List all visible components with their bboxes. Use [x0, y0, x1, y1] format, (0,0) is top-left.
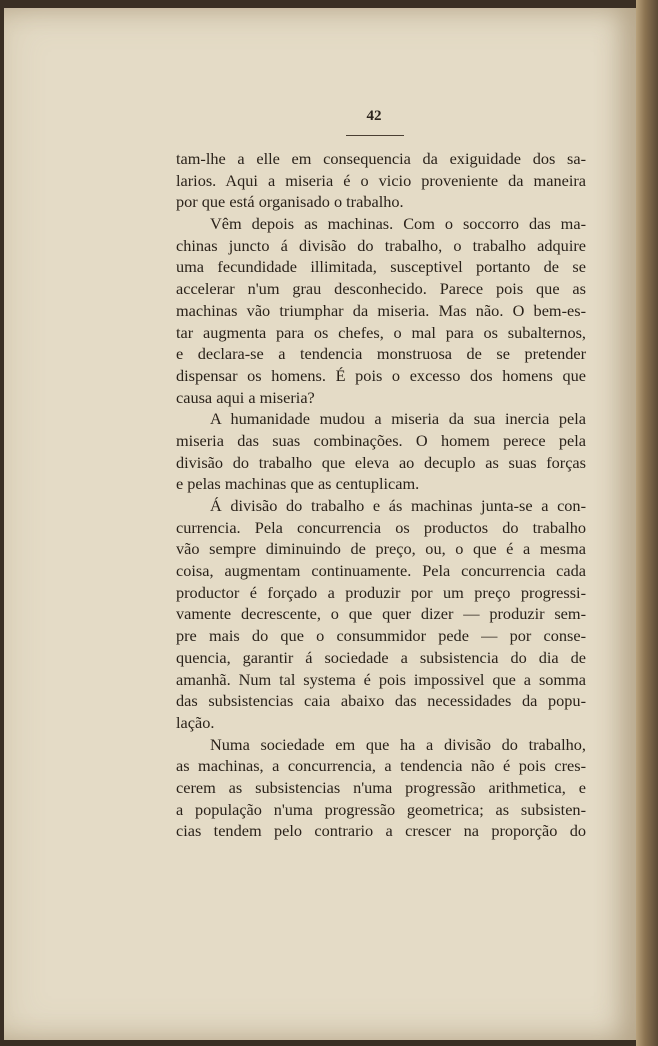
- text-line: as machinas, a concurrencia, a tendencia não é pois cres-: [176, 756, 586, 776]
- text-line: lação.: [176, 712, 215, 732]
- text-line: machinas vão triumphar da miseria. Mas não. O bem-es-: [176, 300, 586, 320]
- book-binding-edge: [636, 0, 658, 1046]
- text-line: causa aqui a miseria?: [176, 387, 315, 407]
- text-line: vamente decrescente, o que quer dizer — produzir sem-: [176, 604, 586, 624]
- text-line: a população n'uma progressão geometrica; as subsisten-: [176, 799, 586, 819]
- text-line: e declara-se a tendencia monstruosa de se pretender: [176, 344, 586, 364]
- paper-sheet: [4, 8, 638, 1040]
- text-line: larios. Aqui a miseria é o vicio proveniente da maneira: [176, 170, 586, 190]
- text-line: chinas juncto á divisão do trabalho, o trabalho adquire: [176, 235, 586, 255]
- text-line: e pelas machinas que as centuplicam.: [176, 474, 420, 494]
- text-line: Vêm depois as machinas. Com o soccorro das ma-: [210, 214, 586, 234]
- text-line: vão sempre diminuindo de preço, ou, o que é a mesma: [176, 539, 586, 559]
- body-text: [176, 148, 586, 842]
- text-line: quencia, garantir á sociedade a subsistencia do dia de: [176, 647, 586, 667]
- text-line: das subsistencias caia abaixo das necessidades da popu-: [176, 691, 586, 711]
- text-line: productor é forçado a produzir por um preço progressi-: [176, 582, 586, 602]
- text-line: coisa, augmentam continuamente. Pela concurrencia cada: [176, 561, 586, 581]
- text-line: accelerar n'um grau desconhecido. Parece pois que as: [176, 279, 586, 299]
- text-line: amanhã. Num tal systema é pois impossivel que a somma: [176, 669, 586, 689]
- text-line: tar augmenta para os chefes, o mal para os subalternos,: [176, 322, 586, 342]
- text-line: A humanidade mudou a miseria da sua inercia pela: [210, 409, 586, 429]
- text-line: cerem as subsistencias n'uma progressão arithmetica, e: [176, 777, 586, 797]
- text-line: Numa sociedade em que ha a divisão do trabalho,: [210, 734, 586, 754]
- text-line: divisão do trabalho que eleva ao decuplo as suas forças: [176, 452, 586, 472]
- text-line: por que está organisado o trabalho.: [176, 192, 404, 212]
- page-number: 42: [366, 108, 382, 124]
- text-line: currencia. Pela concurrencia os productos do trabalho: [176, 517, 586, 537]
- text-line: tam-lhe a elle em consequencia da exiguidade dos sa-: [176, 149, 586, 168]
- text-line: Á divisão do trabalho e ás machinas junta-se a con-: [210, 496, 586, 515]
- text-line: pre mais do que o consummidor pede — por conse-: [176, 626, 586, 646]
- text-line: miseria das suas combinações. O homem perece pela: [176, 430, 586, 450]
- text-line: dispensar os homens. É pois o excesso dos homens que: [176, 365, 586, 385]
- text-line: cias tendem pelo contrario a crescer na proporção do: [176, 821, 586, 841]
- header-rule: [346, 135, 404, 136]
- text-line: uma fecundidade illimitada, susceptivel portanto de se: [176, 257, 586, 277]
